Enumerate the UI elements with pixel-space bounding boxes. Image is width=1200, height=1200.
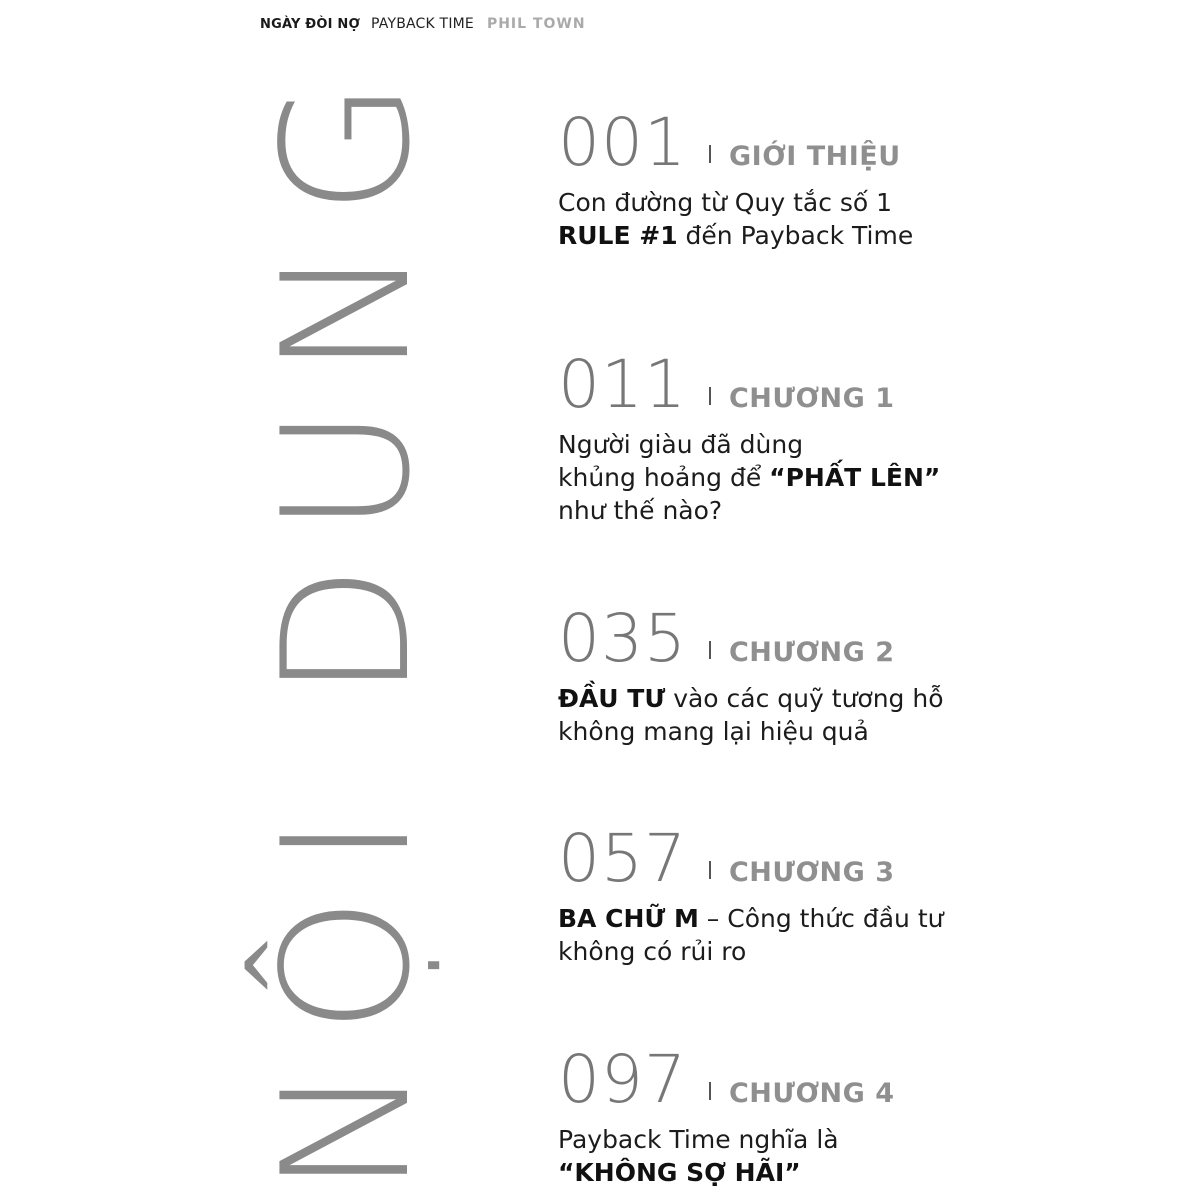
description-line [558,428,940,461]
description-text: đến Payback Time [677,221,914,250]
toc-entry-header [558,104,913,181]
book-author: PHIL TOWN [486,16,586,32]
section-label: CHƯƠNG 4 [728,1078,895,1109]
description-line [558,186,913,219]
contents-heading-wrapper [246,49,449,1195]
page-number: 097 [558,1041,687,1118]
description-text: vào các quỹ tương hỗ [665,684,944,713]
section-label: CHƯƠNG 3 [728,857,895,888]
emphasis-text: BA CHỮ M [558,904,699,933]
toc-entry-description [558,682,944,748]
description-text: khủng hoảng để [558,463,770,492]
toc-entry-description [558,186,913,252]
page-number: 001 [558,104,687,181]
emphasis-text: “PHẤT LÊN” [769,463,941,492]
separator-bar [709,861,711,879]
description-text: như thế nào? [558,496,723,525]
toc-entry-description [558,902,943,968]
description-line [558,682,944,715]
description-line [558,461,940,494]
description-line [558,1156,894,1189]
description-text: Con đường từ Quy tắc số 1 [558,188,893,217]
page-number: 011 [558,346,687,423]
separator-bar [709,1082,711,1100]
description-text: không mang lại hiệu quả [558,717,869,746]
running-header [260,14,586,32]
contents-heading: NỘI DUNG [246,49,449,1195]
description-text: Người giàu đã dùng [558,430,804,459]
emphasis-text: RULE #1 [558,221,678,250]
separator-bar [709,387,711,405]
toc-entry[interactable] [558,1041,895,1189]
description-line [558,902,943,935]
description-text: – Công thức đầu tư [698,904,944,933]
toc-entry[interactable] [558,820,944,968]
toc-entry[interactable] [558,346,941,527]
book-title: PAYBACK TIME [371,16,474,32]
description-line [558,935,943,968]
toc-entry-header [558,346,940,423]
toc-entry[interactable] [558,600,944,748]
description-line [558,715,944,748]
description-line [558,494,940,527]
toc-entry-header [558,820,943,897]
description-text: Payback Time nghĩa là [558,1125,839,1154]
section-label: GIỚI THIỆU [728,141,901,172]
section-label: CHƯƠNG 2 [728,637,895,668]
toc-entry-description [558,1123,894,1189]
description-line [558,219,913,252]
separator-bar [709,641,711,659]
separator-bar [709,145,711,163]
page-number: 057 [558,820,687,897]
toc-entry-header [558,1041,895,1118]
toc-entry[interactable] [558,104,914,252]
emphasis-text: “KHÔNG SỢ HÃI” [558,1158,801,1187]
toc-entry-description [558,428,940,527]
description-text: không có rủi ro [558,937,747,966]
description-line [558,1123,894,1156]
section-label: CHƯƠNG 1 [728,383,895,414]
emphasis-text: ĐẦU TƯ [558,684,666,713]
page-number: 035 [558,600,687,677]
toc-entry-header [558,600,944,677]
book-series-title: NGÀY ĐÒI NỢ [260,17,361,32]
